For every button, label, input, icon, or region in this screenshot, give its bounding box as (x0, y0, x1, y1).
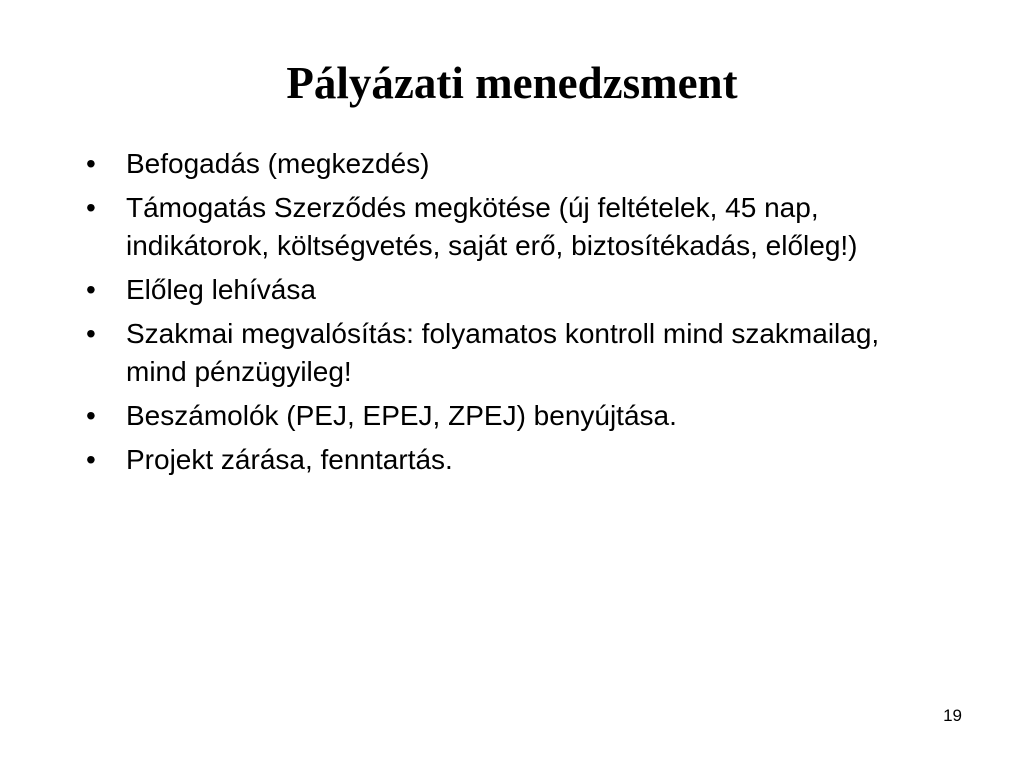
bullet-text: Előleg lehívása (126, 274, 316, 305)
bullet-icon: • (86, 192, 96, 223)
bullet-text: Projekt zárása, fenntartás. (126, 444, 453, 475)
bullet-list (86, 145, 916, 485)
bullet-text: Szakmai megvalósítás: folyamatos kontroll mind szakmailag, mind pénzügyileg! (126, 318, 880, 387)
bullet-item (86, 397, 916, 435)
page-number: 19 (943, 706, 962, 725)
bullet-icon: • (86, 274, 96, 305)
bullet-item (86, 145, 916, 183)
bullet-icon: • (86, 400, 96, 431)
bullet-item (86, 271, 916, 309)
bullet-icon: • (86, 148, 96, 179)
bullet-text: Támogatás Szerződés megkötése (új feltételek, 45 nap, indikátorok, költségvetés, saját erő, biztosítékadás, előleg!) (126, 192, 858, 261)
bullet-text: Beszámolók (PEJ, EPEJ, ZPEJ) benyújtása. (126, 400, 677, 431)
bullet-item (86, 189, 916, 265)
bullet-item (86, 315, 916, 391)
bullet-item (86, 441, 916, 479)
bullet-icon: • (86, 318, 96, 349)
bullet-icon: • (86, 444, 96, 475)
slide-title: Pályázati menedzsment (286, 58, 738, 108)
bullet-text: Befogadás (megkezdés) (126, 148, 430, 179)
